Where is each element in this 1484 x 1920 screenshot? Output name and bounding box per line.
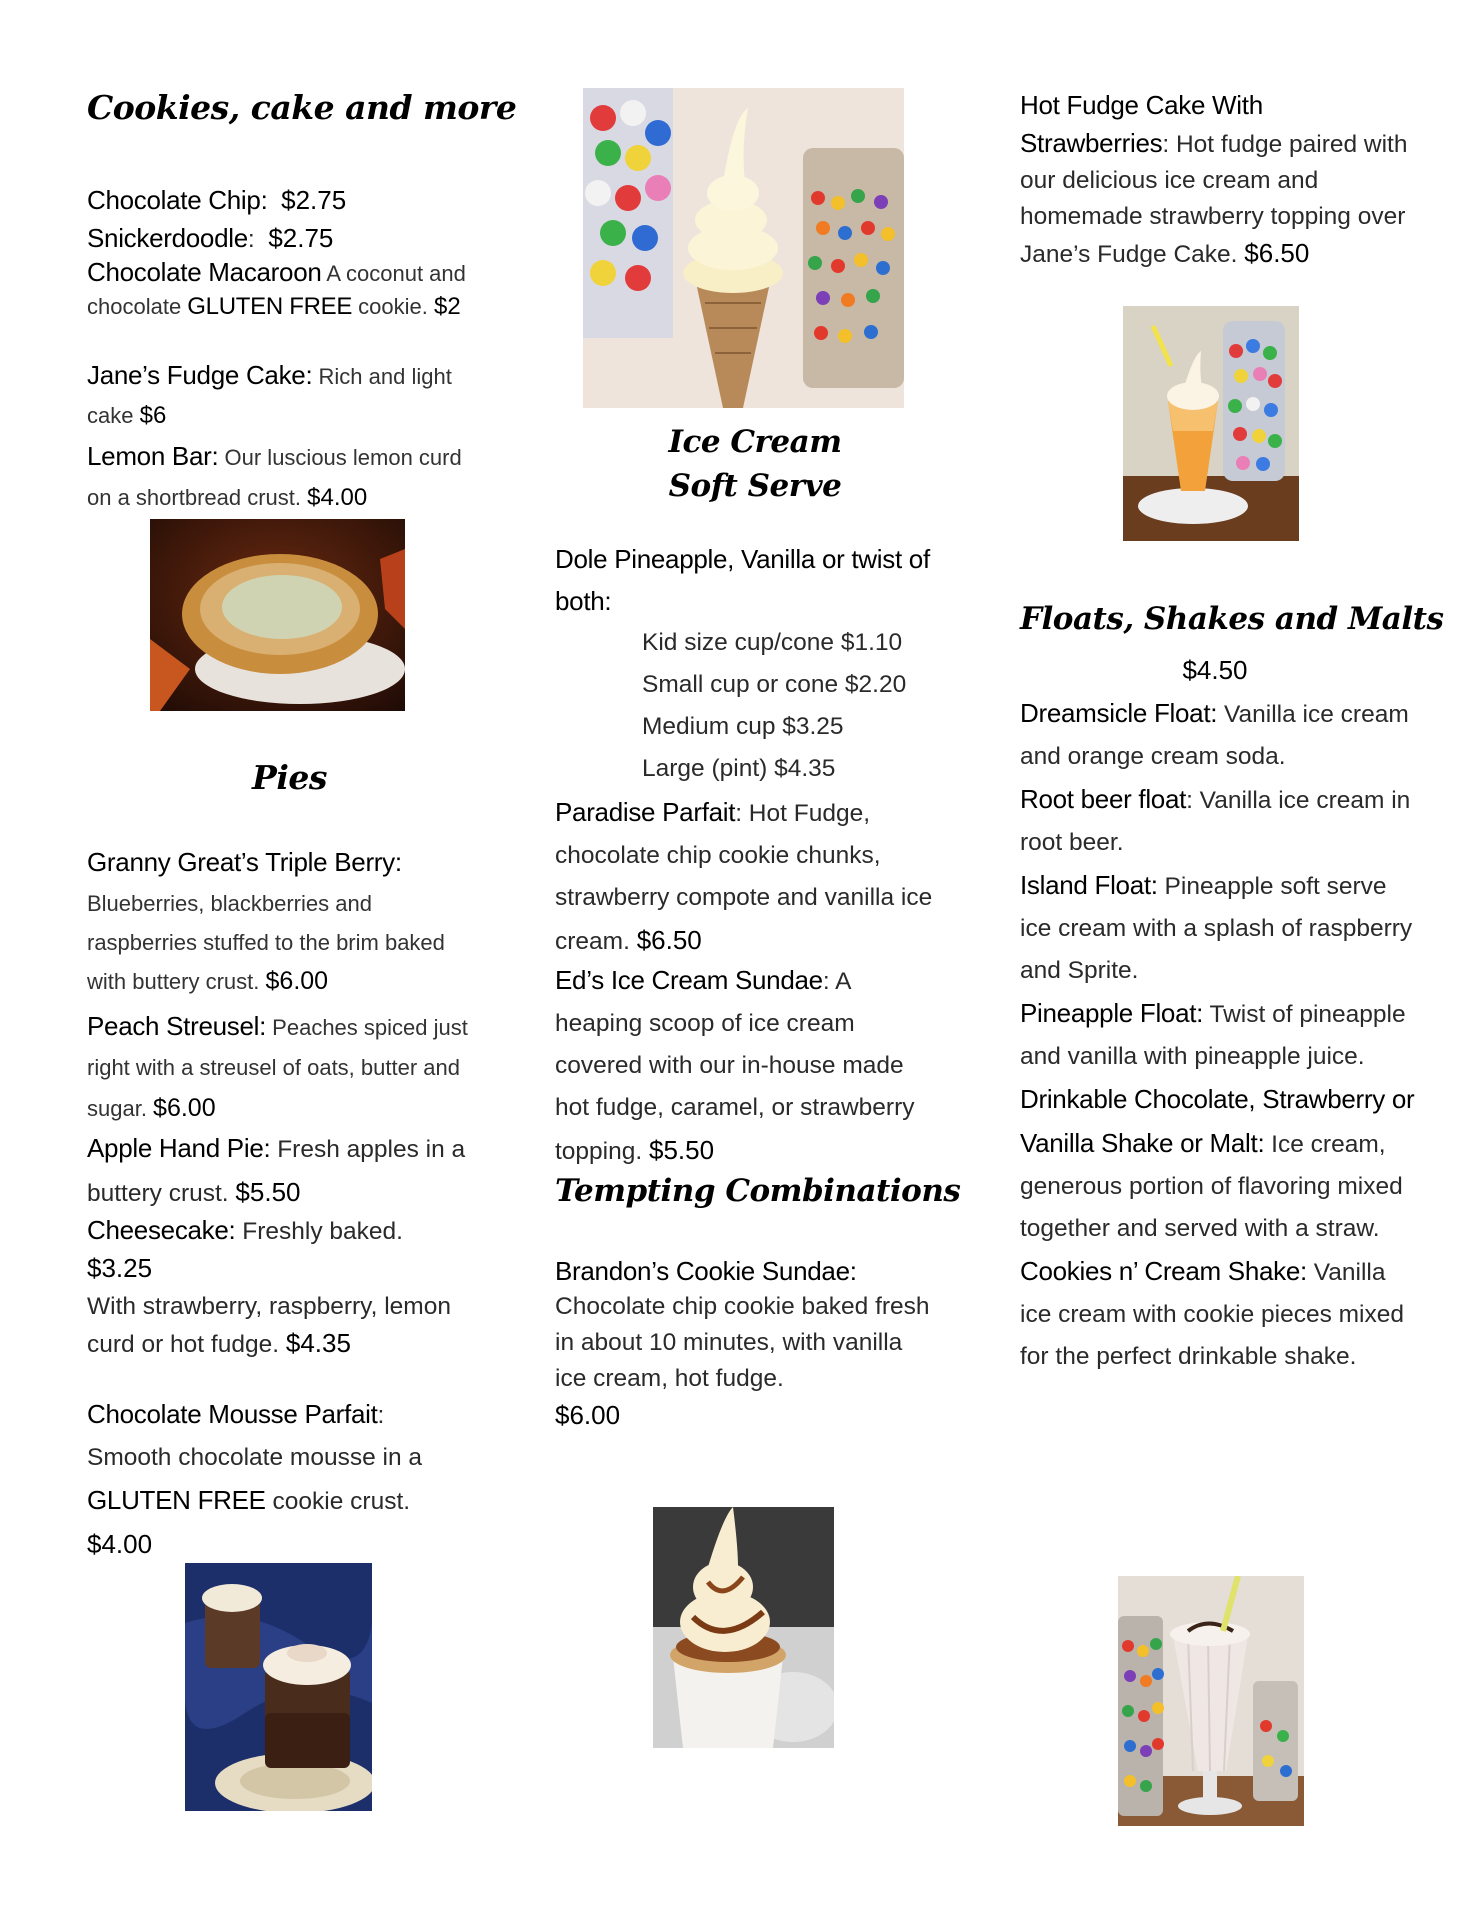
menu-item: Granny Great’s Triple Berry: xyxy=(87,847,402,877)
size-item: Kid size cup/cone $1.10 xyxy=(642,629,903,656)
pies-list xyxy=(87,843,477,881)
heading-cookies: Cookies, cake and more xyxy=(87,88,517,127)
soft-serve-section: Dole Pineapple, Vanilla or twist of both: Kid size cup/cone $1.10 Small cup or cone $2.20 Medium cup $3.25 Large (pint) $4.35 xyxy=(555,538,955,790)
mousse-photo xyxy=(185,1563,372,1811)
menu-item-sundae: Ed’s Ice Cream Sundae: A heaping scoop of ice cream covered with our in-house made hot fudge, caramel, or strawberry topping. $5.50 xyxy=(555,965,915,1165)
size-item: Large (pint) $4.35 xyxy=(642,755,836,782)
menu-item: Dreamsicle Float: Vanilla ice cream and orange cream soda. xyxy=(1020,698,1409,770)
size-item: Medium cup $3.25 xyxy=(642,713,844,740)
heading-floats: Floats, Shakes and Malts xyxy=(1020,601,1444,637)
cookies-list xyxy=(87,182,477,258)
size-item: Small cup or cone $2.20 xyxy=(642,671,907,698)
menu-item: Peach Streusel: Peaches spiced just right with a streusel of oats, butter and sugar. $6.00 xyxy=(87,1011,468,1122)
menu-item-desc: Blueberries, blackberries and raspberries stuffed to the brim baked with buttery crust. $6.00 xyxy=(87,891,445,995)
menu-item: Cheesecake: Freshly baked. $3.25 With strawberry, raspberry, lemon curd or hot fudge. $4.35 xyxy=(87,1215,451,1358)
heading-combinations: Tempting Combinations xyxy=(555,1173,961,1209)
menu-item: Jane’s Fudge Cake: Rich and light cake $6 xyxy=(87,360,452,429)
pie-photo xyxy=(150,519,405,711)
menu-item-paradise: Paradise Parfait: Hot Fudge, chocolate chip cookie chunks, strawberry compote and vanilla ice cream. $6.50 xyxy=(555,797,933,955)
menu-item: Chocolate Macaroon A coconut and chocolate GLUTEN FREE cookie. $2 xyxy=(87,257,466,320)
menu-item: Cookies n’ Cream Shake: Vanilla ice cream with cookie pieces mixed for the perfect drinkable shake. xyxy=(1020,1256,1404,1370)
menu-item: Snickerdoodle: $2.75 xyxy=(87,223,334,253)
floats-list xyxy=(1020,692,1415,1378)
menu-item: Pineapple Float: Twist of pineapple and vanilla with pineapple juice. xyxy=(1020,998,1406,1070)
milkshake-photo xyxy=(1118,1576,1304,1826)
cookie-sundae-photo xyxy=(653,1507,834,1748)
menu-item: Apple Hand Pie: Fresh apples in a buttery crust. $5.50 xyxy=(87,1133,466,1207)
dreamsicle-float-photo xyxy=(1123,306,1299,541)
menu-item: Lemon Bar: Our luscious lemon curd on a shortbread crust. $4.00 xyxy=(87,441,462,511)
menu-item-mousse: Chocolate Mousse Parfait: Smooth chocolate mousse in a GLUTEN FREE cookie crust. $4.00 xyxy=(87,1399,423,1559)
floats-price: $4.50 xyxy=(1182,655,1248,685)
heading-ice-cream: Ice Cream Soft Serve xyxy=(668,424,842,504)
soft-serve-cone-photo xyxy=(583,88,904,408)
heading-pies: Pies xyxy=(252,758,327,797)
menu-item: Drinkable Chocolate, Strawberry or Vanilla Shake or Malt: Ice cream, generous portion of flavoring mixed together and served with a straw. xyxy=(1020,1084,1415,1242)
menu-item-hot-fudge-cake: Hot Fudge Cake With Strawberries: Hot fudge paired with our delicious ice cream and homemade strawberry topping over Jane’s Fudge Cake. $6.50 xyxy=(1020,90,1408,268)
menu-item: Root beer float: Vanilla ice cream in root beer. xyxy=(1020,784,1411,856)
menu-item: Island Float: Pineapple soft serve ice cream with a splash of raspberry and Sprite. xyxy=(1020,870,1413,984)
menu-item: Chocolate Chip: $2.75 xyxy=(87,185,347,215)
menu-item-brandon: Brandon’s Cookie Sundae: Chocolate chip cookie baked fresh in about 10 minutes, with vanilla ice cream, hot fudge. $6.00 xyxy=(555,1256,930,1430)
